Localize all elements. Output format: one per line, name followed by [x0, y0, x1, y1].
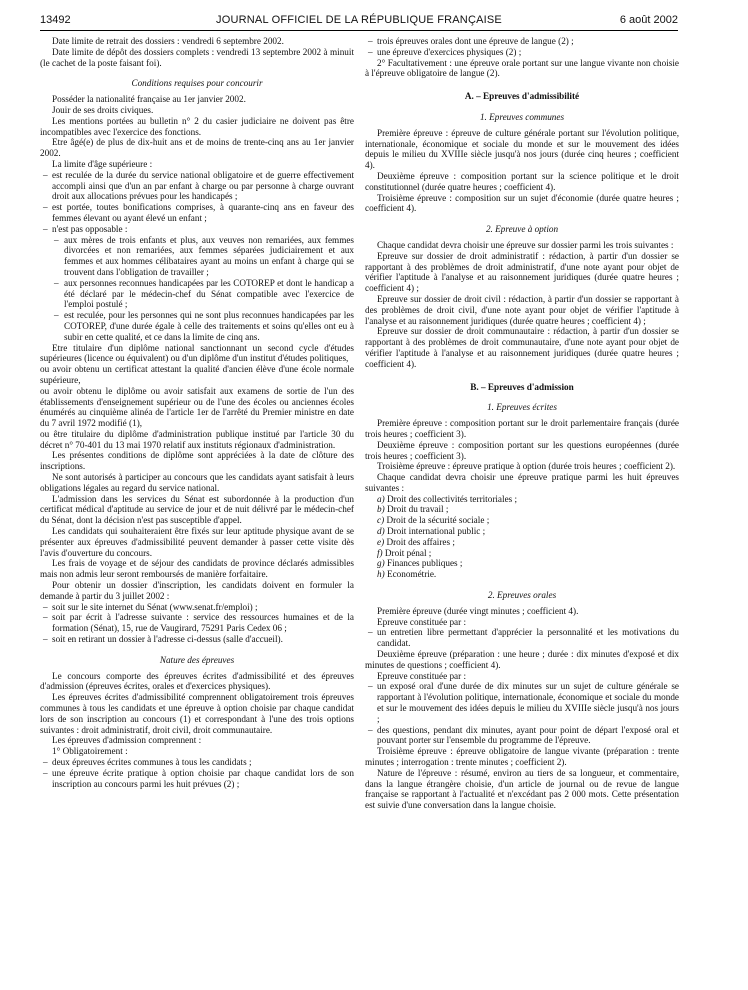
item-text: Droit du travail ; — [386, 504, 449, 515]
subsection-heading: 1. Epreuves écrites — [487, 402, 557, 413]
paragraph: Etre titulaire d'un diplôme national sanctionnant un second cycle d'études supérieures (licence ou équivalent) ou d'un diplôme d'un institut d'études politiques, — [40, 342, 354, 364]
paragraph: Troisième épreuve : épreuve pratique à option (durée trois heures ; coefficient 2). — [377, 461, 676, 472]
paragraph: Epreuve sur dossier de droit civil : rédaction, à partir d'un dossier se rapportant à des problèmes de droit civil, d'une note ayant pour objet de vérifier l'aptitude à l'analyse et au raisonnement juridiques (durée quatre heures ; coefficient 4) ; — [365, 293, 679, 326]
item-letter: c) — [377, 515, 385, 526]
list-item — [365, 504, 679, 515]
list-item: – soit en retirant un dossier à l'adresse ci-dessus (salle d'accueil). — [40, 634, 354, 645]
paragraph: Le concours comporte des épreuves écrites d'admissibilité et des épreuves d'admission (épreuves écrites, orales et d'exercices physiques). — [40, 670, 354, 692]
item-text: Droit international public ; — [386, 526, 486, 537]
section-heading: A. – Epreuves d'admissibilité — [464, 91, 580, 102]
paragraph: Epreuve sur dossier de droit communautaire : rédaction, à partir d'un dossier se rapportant à des problèmes de droit communautaire, d'une note ayant pour objet de vérifier l'aptitude à l'analyse et au raisonnement juridiques (durée quatre heures ; coefficient 4). — [365, 326, 679, 369]
section-heading: Nature des épreuves — [159, 654, 235, 665]
list-item: – une épreuve d'exercices physiques (2) ; — [365, 47, 679, 58]
page-header — [40, 14, 678, 30]
paragraph: La limite d'âge supérieure : — [52, 158, 153, 169]
item-text: Econométrie. — [386, 569, 437, 580]
list-item: – un entretien libre permettant d'apprécier la personnalité et les motivations du candidat. — [365, 627, 679, 649]
paragraph: Deuxième épreuve : composition portant sur la science politique et le droit constitutionnel (durée quatre heures ; coefficient 4). — [365, 170, 679, 192]
journal-title: JOURNAL OFFICIEL DE LA RÉPUBLIQUE FRANÇAISE — [216, 14, 502, 26]
list-item: – est portée, toutes bonifications comprises, à quarante-cinq ans en faveur des femmes élevant ou ayant élevé un enfant ; — [40, 202, 354, 224]
left-column — [40, 36, 354, 789]
item-text: Droit pénal ; — [384, 547, 432, 558]
paragraph: Les épreuves d'admission comprennent : — [52, 735, 202, 746]
paragraph: Troisième épreuve : épreuve obligatoire de langue vivante (préparation : trente minutes ; interrogation : trente minutes ; coefficient 2). — [365, 746, 679, 768]
item-letter: h) — [377, 569, 385, 580]
page-number: 13492 — [40, 14, 71, 26]
sub-list-item: – aux personnes reconnues handicapées par les COTOREP et dont le handicap a été déclaré par le médecin-chef du Sénat compatible avec l'exercice de l'emploi postulé ; — [40, 278, 354, 310]
paragraph: Deuxième épreuve : composition portant sur les questions européennes (durée trois heures ; coefficient 3). — [365, 439, 679, 461]
right-column — [365, 36, 679, 811]
paragraph: Date limite de retrait des dossiers : vendredi 6 septembre 2002. — [52, 36, 284, 46]
paragraph: ou être titulaire du diplôme d'administration publique institué par l'article 30 du décret n° 70-401 du 13 mai 1970 relatif aux instituts régionaux d'administration. — [40, 428, 354, 450]
list-item — [365, 569, 679, 580]
paragraph: Troisième épreuve : composition sur un sujet d'économie (durée quatre heures ; coefficient 4). — [365, 192, 679, 214]
paragraph: Pour obtenir un dossier d'inscription, les candidats doivent en formuler la demande à partir du 3 juillet 2002 : — [40, 580, 354, 601]
sub-list-item: – est reculée, pour les personnes qui ne sont plus reconnues handicapées par les COTOREP, d'une durée égale à celle des traitements et soins qu'elles ont eu à subir en cette qualité, et ce dans la limite de cinq ans. — [40, 310, 354, 342]
list-item: – une épreuve écrite pratique à option choisie par chaque candidat lors de son inscription au concours parmi les huit prévues (2) ; — [40, 768, 354, 790]
paragraph: Les mentions portées au bulletin n° 2 du casier judiciaire ne doivent pas être incompatibles avec l'exercice des fonctions. — [40, 115, 354, 137]
item-text: Droit des affaires ; — [386, 536, 455, 547]
list-item — [365, 537, 679, 548]
item-text: Finances publiques ; — [386, 558, 463, 569]
item-text: Droit des collectivités territoriales ; — [386, 493, 518, 504]
paragraph: Epreuve constituée par : — [377, 670, 467, 681]
item-letter: b) — [377, 504, 385, 515]
list-item: – soit par écrit à l'adresse suivante : service des ressources humaines et de la formation (Sénat), 15, rue de Vaugirard, 75291 Paris Cedex 06 ; — [40, 612, 354, 634]
paragraph: Date limite de dépôt des dossiers complets : vendredi 13 septembre 2002 à minuit (le cachet de la poste faisant foi). — [40, 46, 354, 68]
item-letter: e) — [377, 536, 385, 547]
item-letter: d) — [377, 526, 385, 537]
paragraph: Les candidats qui souhaiteraient être fixés sur leur aptitude physique avant de se présenter aux épreuves d'admissibilité peuvent demander à passer cette visite dès l'avis d'ouverture du concours. — [40, 526, 354, 558]
list-item: – un exposé oral d'une durée de dix minutes sur un sujet de culture générale se rapportant à l'évolution politique, internationale, économique et sociale du monde et sur le mouvement des idées depuis le milieu du XVIIIe siècle jusqu'à nos jours ; — [365, 681, 679, 724]
list-item: – soit sur le site internet du Sénat (www.senat.fr/emploi) ; — [40, 602, 354, 613]
subsection-heading: 2. Epreuves orales — [487, 590, 557, 601]
header-rule — [40, 30, 678, 31]
list-item: – est reculée de la durée du service national obligatoire et de guerre effectivement accompli ainsi que d'un an par enfant à charge ou par personne à charge ouvrant droit aux allocations prévues pour les handicapés ; — [40, 170, 354, 202]
issue-date: 6 août 2002 — [619, 14, 678, 26]
paragraph: Première épreuve : composition portant sur le droit parlementaire français (durée trois heures ; coefficient 3). — [365, 418, 679, 439]
list-item: – deux épreuves écrites communes à tous les candidats ; — [40, 757, 354, 768]
list-item — [365, 548, 679, 559]
paragraph: Jouir de ses droits civiques. — [52, 104, 154, 115]
sub-list-item: – aux mères de trois enfants et plus, aux veuves non remariées, aux femmes divorcées et non remariées, aux femmes séparées judiciairement et aux femmes et aux hommes célibataires ayant au moins un enfant à charge qui se trouvent dans l'obligation de travailler ; — [40, 235, 354, 278]
paragraph: Posséder la nationalité française au 1er janvier 2002. — [52, 94, 246, 105]
paragraph: 1° Obligatoirement : — [52, 746, 128, 757]
paragraph: ou avoir obtenu un certificat attestant la qualité d'ancien élève d'une école normale supérieure, — [40, 364, 354, 385]
item-letter: f) — [377, 547, 383, 558]
section-heading: B. – Epreuves d'admission — [470, 381, 574, 392]
paragraph: L'admission dans les services du Sénat est subordonnée à la production d'un certificat médical d'aptitude au service de jour et de nuit délivré par le médecin-chef du Sénat, dont la décision n'est pas susceptible d'appel. — [40, 493, 354, 526]
list-item: – des questions, pendant dix minutes, ayant pour point de départ l'exposé oral et pouvant porter sur l'ensemble du programme de l'épreuve. — [365, 725, 679, 747]
paragraph: Epreuve sur dossier de droit administratif : rédaction, à partir d'un dossier se rapportant à des problèmes de droit administratif, d'une note ayant pour objet de vérifier l'aptitude à l'analyse et au raisonnement juridiques (durée quatre heures ; coefficient 4) ; — [365, 250, 679, 294]
subsection-heading: 1. Epreuves communes — [479, 111, 565, 122]
paragraph: Epreuve constituée par : — [377, 616, 467, 627]
paragraph: Les présentes conditions de diplôme sont appréciées à la date de clôture des inscriptions. — [40, 450, 354, 472]
section-heading: Conditions requises pour concourir — [131, 78, 263, 89]
paragraph: Nature de l'épreuve : résumé, environ au tiers de sa longueur, et commentaire, dans la langue étrangère choisie, d'un article de journal ou de revue de langue française se rapportant à l'actualité et n'excédant pas 2 000 mots. Cette présentation est suivie d'une conversation dans la langue choisie. — [365, 767, 679, 811]
item-text: Droit de la sécurité sociale ; — [386, 515, 490, 526]
subsection-heading: 2. Epreuve à option — [485, 224, 559, 235]
item-letter: g) — [377, 558, 385, 569]
paragraph: Les frais de voyage et de séjour des candidats de province déclarés admissibles mais non admis leur seront remboursés de manière forfaitaire. — [40, 558, 354, 580]
option-list — [365, 494, 679, 580]
list-item: – trois épreuves orales dont une épreuve de langue (2) ; — [365, 36, 679, 47]
item-letter: a) — [377, 493, 385, 504]
paragraph: Première épreuve : épreuve de culture générale portant sur l'évolution politique, internationale, économique et sociale du monde et sur le mouvement des idées depuis le milieu du XVIIIe siècle jusqu'à nos jours (durée cinq heures ; coefficient 4). — [365, 127, 679, 171]
paragraph: Etre âgé(e) de plus de dix-huit ans et de moins de trente-cinq ans au 1er janvier 2002. — [40, 137, 354, 159]
paragraph: Deuxième épreuve (préparation : une heure ; durée : dix minutes d'exposé et dix minutes de questions ; coefficient 4). — [365, 649, 679, 670]
list-item — [365, 515, 679, 526]
list-item — [365, 494, 679, 505]
paragraph: Les épreuves écrites d'admissibilité comprennent obligatoirement trois épreuves communes à tous les candidats et une épreuve à option choisie par chaque candidat lors de son inscription au concours (1) et correspondant à l'une des trois options suivantes : droit administratif, droit civil, droit communautaire. — [40, 692, 354, 735]
list-item — [365, 558, 679, 569]
paragraph: Chaque candidat devra choisir une épreuve pratique parmi les huit épreuves suivantes : — [365, 472, 679, 493]
paragraph: ou avoir obtenu le diplôme ou avoir satisfait aux examens de sortie de l'un des établissements d'enseignement supérieur ou de l'une des écoles ou anciennes écoles énumérés au cinquième alinéa de l'article 1er de l'arrêté du Premier ministre en date du 7 avril 1972 modifié (1), — [40, 385, 354, 429]
paragraph: Ne sont autorisés à participer au concours que les candidats ayant satisfait à leurs obligations légales au regard du service national. — [40, 472, 354, 493]
paragraph: Première épreuve (durée vingt minutes ; coefficient 4). — [377, 605, 579, 616]
paragraph: 2° Facultativement : une épreuve orale portant sur une langue vivante non choisie à l'épreuve obligatoire de langue (2). — [365, 57, 679, 79]
list-item — [365, 526, 679, 537]
list-item: – n'est pas opposable : — [40, 224, 354, 235]
paragraph: Chaque candidat devra choisir une épreuve sur dossier parmi les trois suivantes : — [377, 239, 674, 250]
